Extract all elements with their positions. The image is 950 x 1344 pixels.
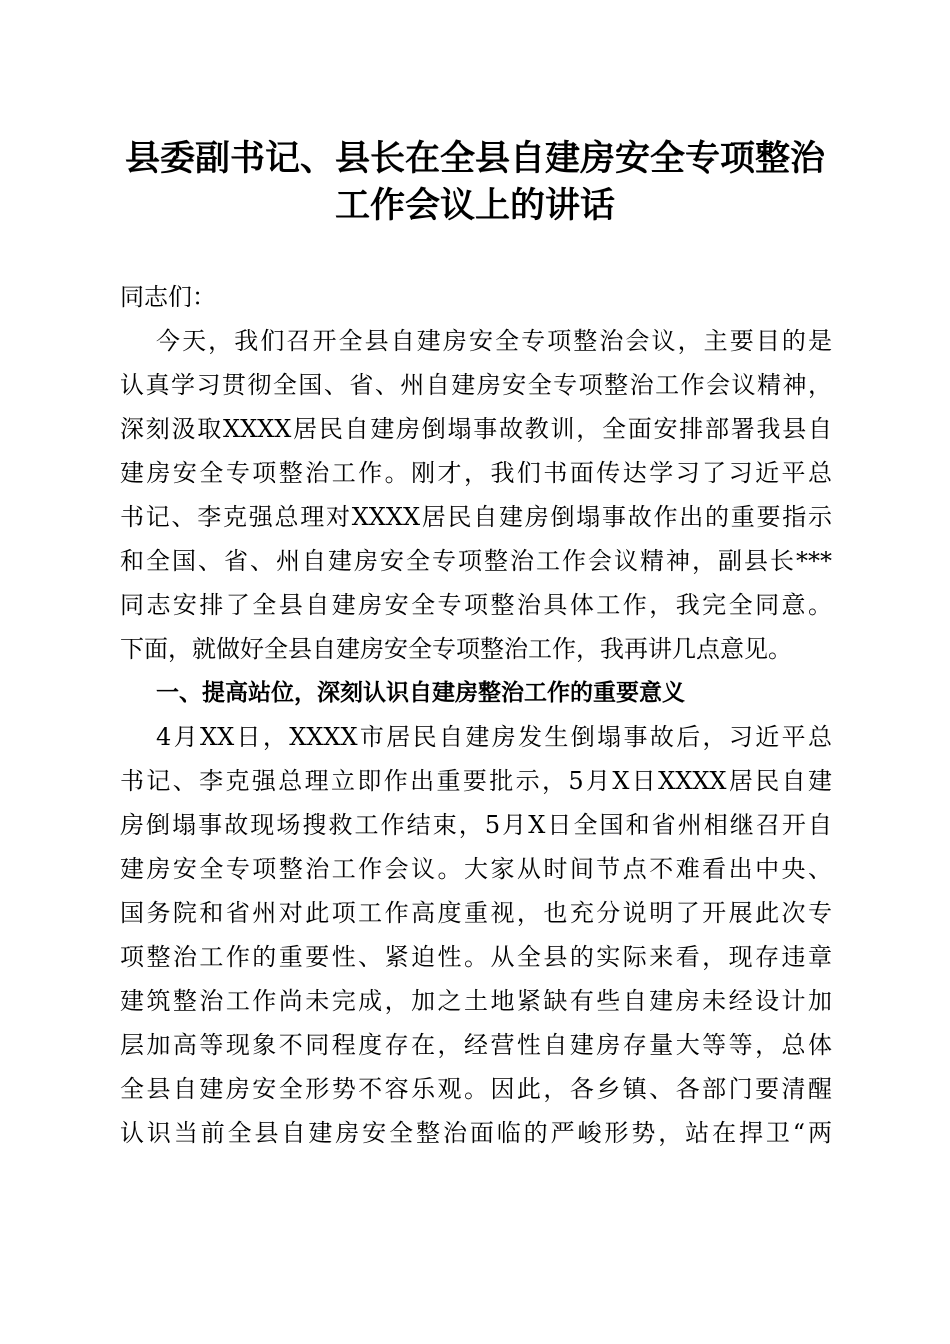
paragraph-line: 认识当前全县自建房安全整治面临的严峻形势，站在捍卫“两 bbox=[120, 1119, 832, 1147]
paragraph-line: 书记、李克强总理立即作出重要批示，5月X日XXXX居民自建 bbox=[120, 767, 832, 795]
paragraph-line: 和全国、省、州自建房安全专项整治工作会议精神，副县长*** bbox=[120, 547, 832, 575]
paragraph-line: 深刻汲取XXXX居民自建房倒塌事故教训，全面安排部署我县自 bbox=[120, 415, 832, 443]
paragraph-line: 4月XX日，XXXX市居民自建房发生倒塌事故后，习近平总 bbox=[156, 723, 832, 751]
paragraph-line: 全县自建房安全形势不容乐观。因此，各乡镇、各部门要清醒 bbox=[120, 1075, 832, 1103]
paragraph-line: 项整治工作的重要性、紧迫性。从全县的实际来看，现存违章 bbox=[120, 943, 832, 971]
paragraph-line: 书记、李克强总理对XXXX居民自建房倒塌事故作出的重要指示 bbox=[120, 503, 832, 531]
paragraph-line: 建筑整治工作尚未完成，加之土地紧缺有些自建房未经设计加 bbox=[120, 987, 832, 1015]
document-title-line-2: 工作会议上的讲话 bbox=[334, 185, 615, 226]
paragraph-line: 层加高等现象不同程度存在，经营性自建房存量大等等，总体 bbox=[120, 1031, 832, 1059]
paragraph-line: 下面，就做好全县自建房安全专项整治工作，我再讲几点意见。 bbox=[120, 635, 792, 663]
paragraph-line: 认真学习贯彻全国、省、州自建房安全专项整治工作会议精神， bbox=[120, 371, 832, 399]
paragraph-line: 建房安全专项整治工作。刚才，我们书面传达学习了习近平总 bbox=[120, 459, 832, 487]
document-title-line-1: 县委副书记、县长在全县自建房安全专项整治 bbox=[124, 138, 825, 179]
paragraph-line: 国务院和省州对此项工作高度重视，也充分说明了开展此次专 bbox=[120, 899, 832, 927]
section-heading: 一、提高站位，深刻认识自建房整治工作的重要意义 bbox=[156, 680, 685, 706]
paragraph-line: 今天，我们召开全县自建房安全专项整治会议，主要目的是 bbox=[156, 327, 832, 355]
paragraph-line: 建房安全专项整治工作会议。大家从时间节点不难看出中央、 bbox=[120, 855, 832, 883]
paragraph-line: 房倒塌事故现场搜救工作结束，5月X日全国和省州相继召开自 bbox=[120, 811, 832, 839]
salutation: 同志们： bbox=[120, 283, 216, 311]
paragraph-line: 同志安排了全县自建房安全专项整治具体工作，我完全同意。 bbox=[120, 591, 832, 619]
